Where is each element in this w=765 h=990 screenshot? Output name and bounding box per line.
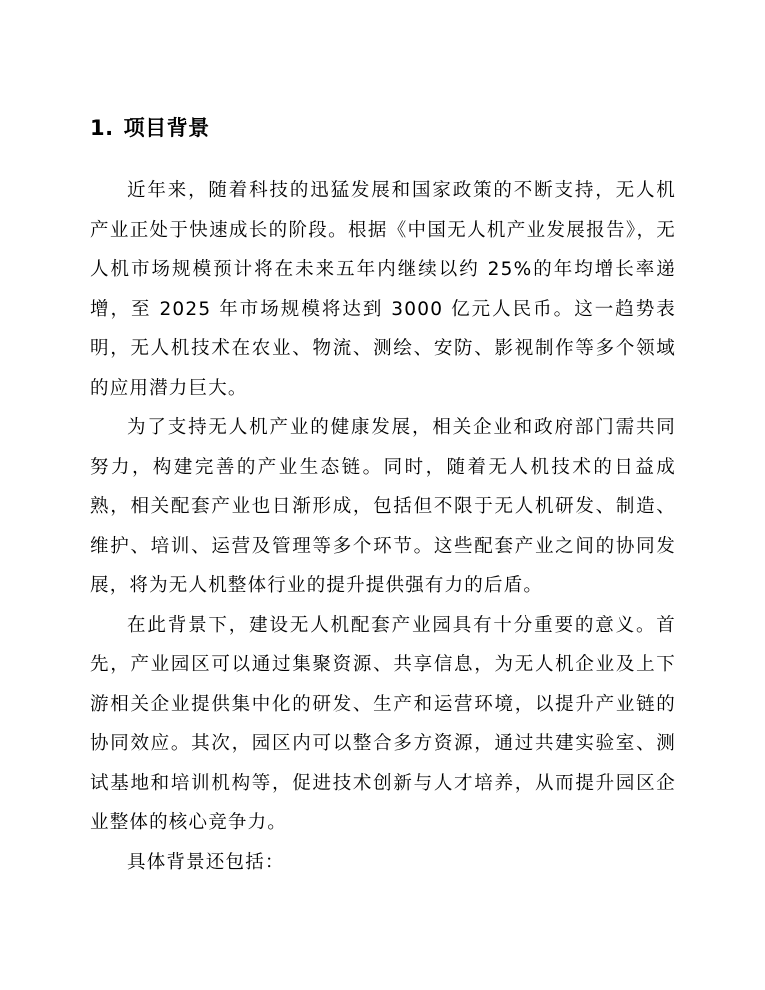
paragraph-park-significance: 在此背景下，建设无人机配套产业园具有十分重要的意义。首先，产业园区可以通过集聚资源、共享信息，为无人机企业及上下游相关企业提供集中化的研发、生产和运营环境，以提升产业链的协同效应。其次，园区内可以整合多方资源，通过共建实验室、测试基地和培训机构等，促进技术创新与人才培养，从而提升园区企业整体的核心竞争力。 (90, 614, 676, 833)
paragraph-specific-background: 具体背景还包括： (127, 851, 285, 873)
paragraph-market-growth: 近年来，随着科技的迅猛发展和国家政策的不断支持，无人机产业正处于快速成长的阶段。根据《中国无人机产业发展报告》，无人机市场规模预计将在未来五年内继续以约 25%的年均增长率递增，至 2025 年市场规模将达到 3000 亿元人民币。这一趋势表明，无人机技术在农业、物流、测绘、安防、影视制作等多个领域的应用潜力巨大。 (90, 180, 676, 399)
section-number: 1. (90, 116, 114, 140)
paragraph-industry-ecosystem: 为了支持无人机产业的健康发展，相关企业和政府部门需共同努力，构建完善的产业生态链。同时，随着无人机技术的日益成熟，相关配套产业也日渐形成，包括但不限于无人机研发、制造、维护、培训、运营及管理等多个环节。这些配套产业之间的协同发展，将为无人机整体行业的提升提供强有力的后盾。 (90, 417, 676, 596)
section-body (90, 171, 676, 882)
section-heading (90, 113, 210, 143)
section-title: 项目背景 (123, 116, 210, 140)
